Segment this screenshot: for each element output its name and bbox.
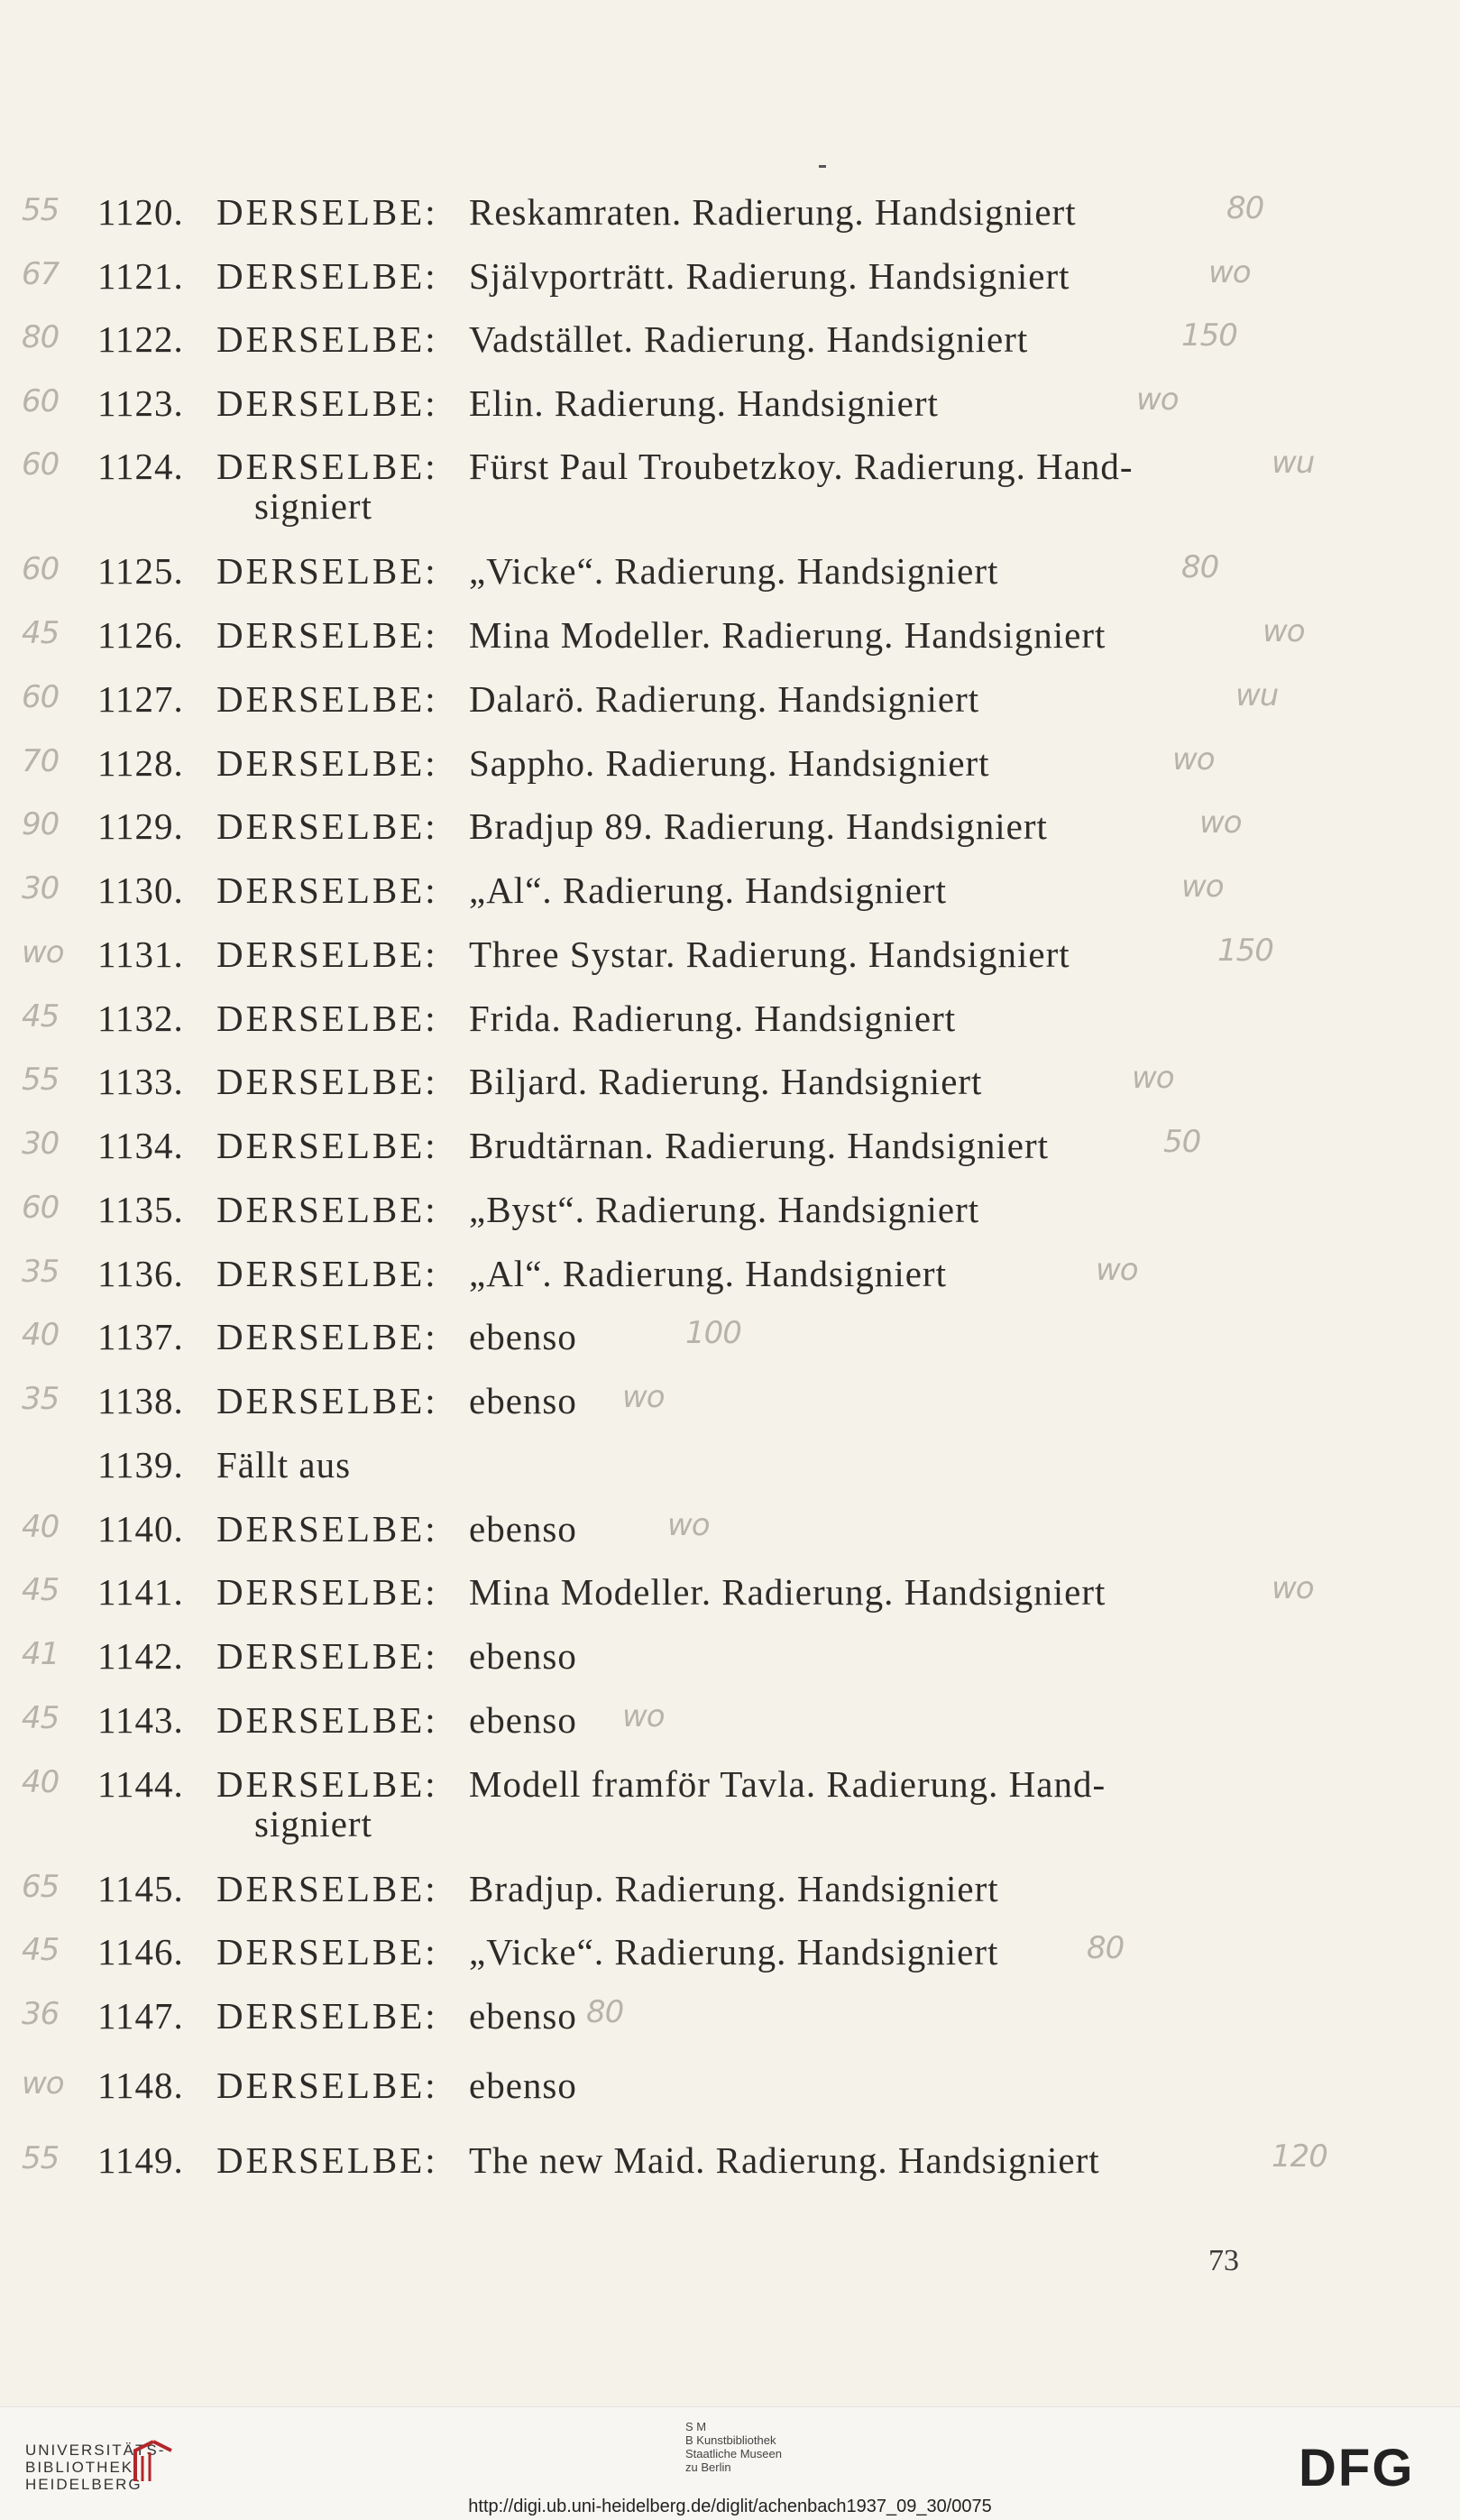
lot-number: 1130. [97,869,184,911]
lot-title: Elin. Radierung. Handsigniert [469,382,939,424]
pencil-note-left: 40 [22,1509,60,1545]
pencil-note-left: 36 [22,1996,60,2032]
pencil-note-left: 45 [22,1572,60,1608]
lot-title: Reskamraten. Radierung. Handsigniert [469,191,1077,233]
pencil-note-price: wo [1208,254,1251,290]
pencil-note-price: wo [622,1698,665,1734]
lot-number: 1125. [97,550,184,592]
lot-title: Biljard. Radierung. Handsigniert [469,1061,983,1102]
university-logo-icon [126,2434,180,2488]
author-name: DERSELBE: [216,869,438,911]
lot-number: 1135. [97,1189,184,1230]
pencil-note-price: 50 [1163,1124,1201,1160]
lot-number: 1124. [97,446,184,487]
lot-number: 1142. [97,1635,184,1677]
lot-title: Självporträtt. Radierung. Handsigniert [469,255,1070,297]
lot-number: 1133. [97,1061,184,1102]
pencil-note-price: wo [1172,741,1215,777]
author-name: DERSELBE: [216,2065,438,2106]
author-name: DERSELBE: [216,1253,438,1294]
lot-number: 1123. [97,382,184,424]
lot-number: 1121. [97,255,184,297]
lot-title: Frida. Radierung. Handsigniert [469,998,957,1039]
pencil-note-left: 45 [22,1700,60,1736]
title-continuation: signiert [254,1803,372,1844]
pencil-note-left: 90 [22,806,60,842]
author-name: DERSELBE: [216,1380,438,1421]
author-name: DERSELBE: [216,742,438,784]
lot-title: Mina Modeller. Radierung. Handsigniert [469,1571,1106,1613]
pencil-note-left: 55 [22,2140,60,2176]
lot-title: „Al“. Radierung. Handsigniert [469,1253,947,1294]
lot-title: Brudtärnan. Radierung. Handsigniert [469,1125,1050,1166]
lot-title: „Al“. Radierung. Handsigniert [469,869,947,911]
pencil-note-price: 150 [1181,317,1237,354]
author-name: DERSELBE: [216,191,438,233]
pencil-note-price: wo [1181,869,1224,905]
author-name: DERSELBE: [216,805,438,847]
lot-number: 1137. [97,1316,184,1357]
pencil-note-left: 35 [22,1254,60,1290]
smb-label: S M B Kunstbibliothek Staatliche Museen zu Berlin [685,2420,782,2474]
lot-title: ebenso [469,1995,577,2037]
header-dash [819,165,826,168]
pencil-note-price: wo [1096,1252,1138,1288]
lot-title: Bradjup. Radierung. Handsigniert [469,1868,999,1909]
pencil-note-price: 80 [586,1994,624,2030]
author-name: DERSELBE: [216,1995,438,2037]
footer-bar [0,2406,1460,2520]
page-number: 73 [1208,2244,1239,2277]
lot-title: Modell framför Tavla. Radierung. Hand- [469,1763,1106,1805]
pencil-note-left: 65 [22,1869,60,1905]
lot-number: 1138. [97,1380,184,1421]
pencil-note-price: wo [1136,382,1179,418]
author-name: DERSELBE: [216,550,438,592]
title-continuation: signiert [254,485,372,527]
author-name: DERSELBE: [216,678,438,720]
lot-title: ebenso [469,1635,577,1677]
lot-title: „Vicke“. Radierung. Handsigniert [469,1931,999,1973]
author-name: DERSELBE: [216,1189,438,1230]
lot-number: 1120. [97,191,184,233]
pencil-note-left: 45 [22,1932,60,1968]
lot-number: 1127. [97,678,184,720]
pencil-note-price: wo [1263,613,1305,649]
pencil-note-left: 60 [22,679,60,715]
author-name: DERSELBE: [216,1571,438,1613]
lot-title: ebenso [469,2065,577,2106]
author-name: DERSELBE: [216,446,438,487]
lot-number: 1140. [97,1508,184,1550]
lot-title: Vadstället. Radierung. Handsigniert [469,318,1029,360]
pencil-note-left: 60 [22,551,60,587]
lot-title: „Vicke“. Radierung. Handsigniert [469,550,999,592]
author-name: DERSELBE: [216,318,438,360]
university-library-label: UNIVERSITÄTS- BIBLIOTHEK HEIDELBERG [25,2442,166,2493]
pencil-note-price: wo [1132,1060,1174,1096]
lot-title: Three Systar. Radierung. Handsigniert [469,934,1070,975]
lot-number: 1129. [97,805,184,847]
pencil-note-left: 30 [22,870,60,906]
lot-number: 1149. [97,2139,184,2181]
lot-number: 1143. [97,1699,184,1741]
pencil-note-price: 80 [1226,190,1264,226]
pencil-note-left: 40 [22,1317,60,1353]
author-name: DERSELBE: [216,1931,438,1973]
pencil-note-left: 55 [22,1062,60,1098]
lot-title: ebenso [469,1316,577,1357]
author-name: DERSELBE: [216,382,438,424]
pencil-note-price: wu [1272,445,1315,481]
lot-number: 1148. [97,2065,184,2106]
lot-number: 1141. [97,1571,184,1613]
pencil-note-left: 41 [22,1636,60,1672]
lot-title: Dalarö. Radierung. Handsigniert [469,678,980,720]
author-name: DERSELBE: [216,1635,438,1677]
lot-title: „Byst“. Radierung. Handsigniert [469,1189,980,1230]
pencil-note-left: 70 [22,743,60,779]
pencil-note-left: 80 [22,319,60,355]
pencil-note-left: wo [22,2065,64,2102]
pencil-note-price: 80 [1087,1930,1125,1966]
lot-title: Fällt aus [216,1444,352,1485]
lot-title: Mina Modeller. Radierung. Handsigniert [469,614,1106,656]
lot-number: 1126. [97,614,184,656]
lot-title: Fürst Paul Troubetzkoy. Radierung. Hand- [469,446,1134,487]
lot-number: 1131. [97,934,184,975]
author-name: DERSELBE: [216,1508,438,1550]
pencil-note-left: 45 [22,998,60,1035]
pencil-note-price: 80 [1181,549,1219,585]
pencil-note-left: 45 [22,615,60,651]
author-name: DERSELBE: [216,998,438,1039]
pencil-note-left: 30 [22,1126,60,1162]
pencil-note-price: wo [667,1507,710,1543]
pencil-note-price: 150 [1217,933,1273,969]
lot-number: 1144. [97,1763,184,1805]
lot-title: Bradjup 89. Radierung. Handsigniert [469,805,1048,847]
pencil-note-price: wo [1199,805,1242,841]
lot-number: 1136. [97,1253,184,1294]
lot-number: 1145. [97,1868,184,1909]
lot-number: 1147. [97,1995,184,2037]
pencil-note-left: 60 [22,446,60,483]
pencil-note-price: wo [622,1379,665,1415]
pencil-note-price: wo [1272,1570,1314,1606]
author-name: DERSELBE: [216,1316,438,1357]
author-name: DERSELBE: [216,934,438,975]
pencil-note-left: 55 [22,192,60,228]
lot-title: ebenso [469,1699,577,1741]
lot-title: ebenso [469,1508,577,1550]
pencil-note-left: 60 [22,1190,60,1226]
pencil-note-left: 60 [22,383,60,419]
author-name: DERSELBE: [216,1699,438,1741]
lot-title: The new Maid. Radierung. Handsigniert [469,2139,1100,2181]
author-name: DERSELBE: [216,1125,438,1166]
lot-number: 1146. [97,1931,184,1973]
lot-number: 1139. [97,1444,184,1485]
lot-title: Sappho. Radierung. Handsigniert [469,742,990,784]
dfg-logo: DFG [1299,2439,1415,2497]
author-name: DERSELBE: [216,1763,438,1805]
author-name: DERSELBE: [216,1868,438,1909]
author-name: DERSELBE: [216,1061,438,1102]
source-url-link[interactable]: http://digi.ub.uni-heidelberg.de/diglit/achenbach1937_09_30/0075 [468,2497,992,2516]
pencil-note-price: wu [1235,677,1279,713]
lot-number: 1128. [97,742,184,784]
lot-title: ebenso [469,1380,577,1421]
pencil-note-left: 35 [22,1381,60,1417]
pencil-note-left: wo [22,934,64,970]
pencil-note-price: 100 [685,1315,741,1351]
pencil-note-left: 67 [22,256,60,292]
pencil-note-left: 40 [22,1764,60,1800]
lot-number: 1132. [97,998,184,1039]
author-name: DERSELBE: [216,614,438,656]
lot-number: 1122. [97,318,184,360]
author-name: DERSELBE: [216,255,438,297]
author-name: DERSELBE: [216,2139,438,2181]
lot-number: 1134. [97,1125,184,1166]
pencil-note-price: 120 [1272,2138,1327,2175]
